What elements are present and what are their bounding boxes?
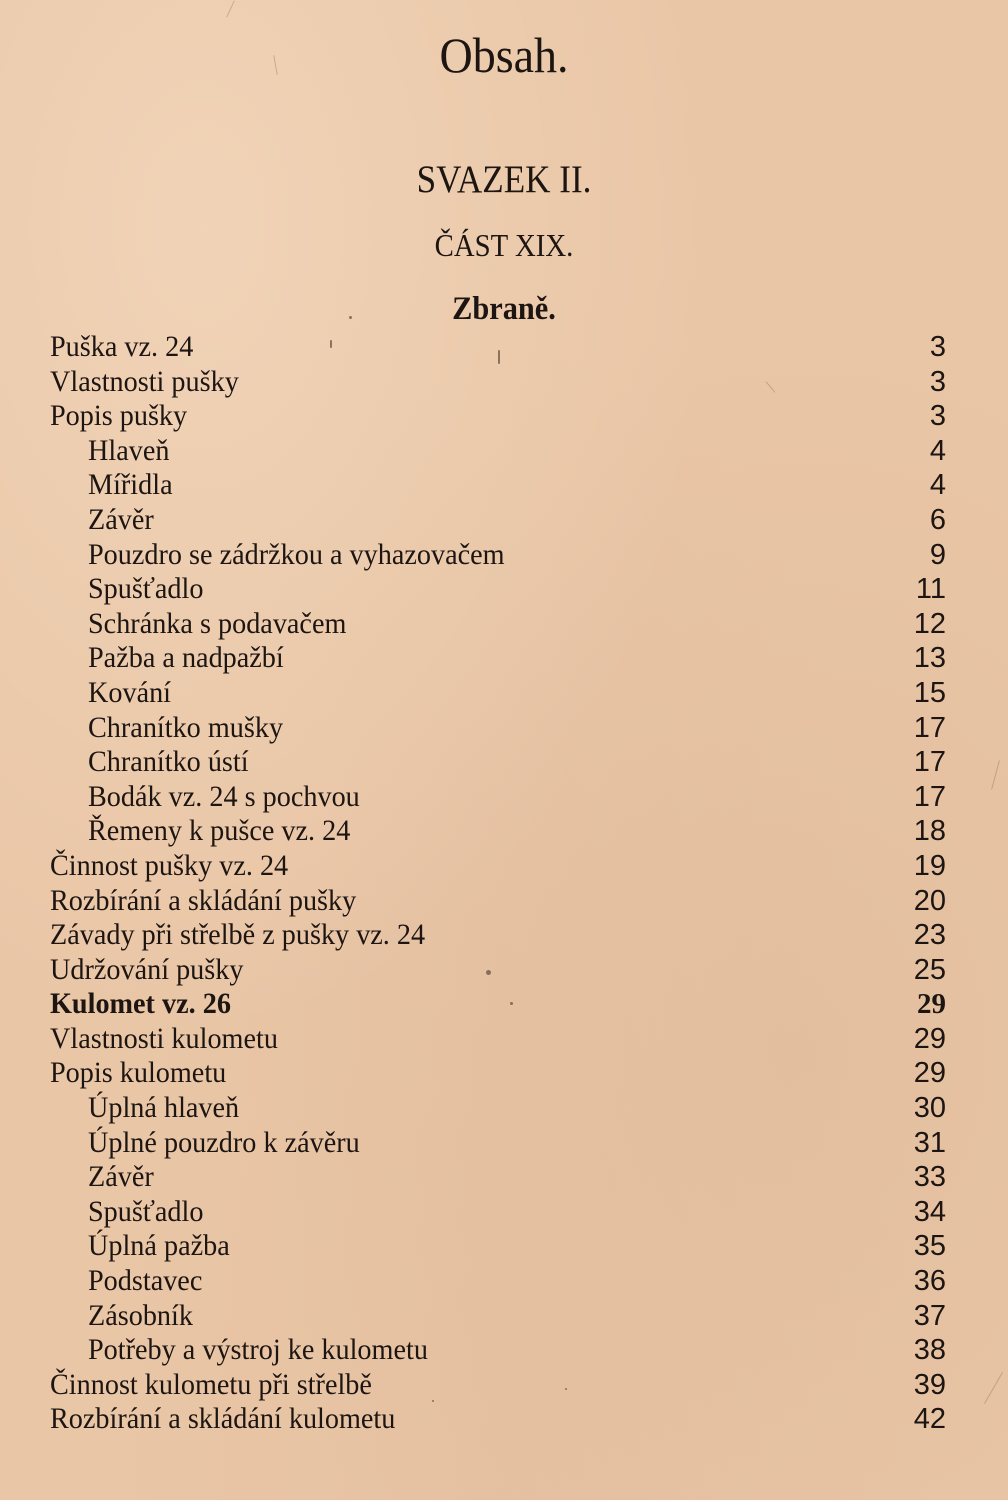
- toc-entry-title: Kování: [88, 675, 172, 709]
- toc-entry-title: Popis pušky: [50, 399, 188, 433]
- toc-entry-title: Schránka s podavačem: [88, 606, 347, 640]
- toc-entry: [50, 1091, 946, 1126]
- paper-speck: [498, 350, 500, 364]
- toc-entry: [50, 1229, 946, 1264]
- toc-entry-title: Chranítko mušky: [88, 710, 284, 744]
- toc-entry-page-number: 37: [913, 1299, 946, 1332]
- paper-speck: [486, 970, 491, 975]
- toc-entry-page-number: 9: [929, 538, 946, 571]
- toc-entry: [50, 814, 946, 849]
- toc-entry-page-number: 6: [929, 503, 946, 536]
- toc-entry: [50, 884, 946, 919]
- toc-entry-page-number: 29: [913, 1057, 946, 1090]
- toc-entry: [50, 918, 946, 953]
- toc-entry: [50, 676, 946, 711]
- toc-entry-page-number: 38: [913, 1334, 946, 1367]
- toc-entry-page-number: 11: [915, 573, 946, 606]
- toc-entry-page-number: 12: [913, 607, 946, 640]
- toc-entry-title: Pažba a nadpažbí: [88, 641, 284, 675]
- toc-entry-title: Zásobník: [88, 1298, 193, 1332]
- toc-entry-title: Závady při střelbě z pušky vz. 24: [50, 918, 426, 952]
- toc-entry: [50, 953, 946, 988]
- toc-entry-title: Úplné pouzdro k závěru: [88, 1125, 360, 1159]
- toc-entry: [50, 987, 946, 1022]
- volume-heading: SVAZEK II.: [416, 158, 592, 201]
- page-title: Obsah.: [439, 27, 569, 83]
- toc-entry: [50, 607, 946, 642]
- section-heading: Zbraně.: [452, 291, 556, 327]
- toc-entry-title: Chranítko ústí: [88, 745, 249, 779]
- toc-entry-title: Spušťadlo: [88, 572, 204, 606]
- paper-fiber: [991, 760, 1000, 789]
- toc-entry-title: Kulomet vz. 26: [50, 987, 231, 1021]
- toc-entry: [50, 1402, 946, 1437]
- toc-entry-page-number: 29: [917, 988, 946, 1021]
- toc-entry-page-number: 20: [913, 884, 946, 917]
- paper-speck: [349, 316, 352, 319]
- toc-entry: [50, 1022, 946, 1057]
- paper-speck: [330, 340, 332, 348]
- toc-entry: [50, 434, 946, 469]
- toc-entry-title: Úplná hlaveň: [88, 1091, 240, 1125]
- toc-entry: [50, 1056, 946, 1091]
- toc-entry: [50, 780, 946, 815]
- toc-entry-title: Rozbírání a skládání kulometu: [50, 1402, 396, 1436]
- toc-entry-page-number: 15: [913, 676, 946, 709]
- toc-entry: [50, 1333, 946, 1368]
- part-heading: ČÁST XIX.: [434, 227, 574, 263]
- table-of-contents: [50, 330, 946, 1437]
- paper-speck: [432, 1400, 434, 1402]
- toc-entry: [50, 1126, 946, 1161]
- toc-entry: [50, 641, 946, 676]
- toc-entry: [50, 849, 946, 884]
- toc-entry-page-number: 3: [929, 400, 946, 433]
- toc-entry: [50, 468, 946, 503]
- toc-entry: [50, 745, 946, 780]
- toc-entry-title: Mířidla: [88, 468, 173, 502]
- toc-entry-title: Vlastnosti kulometu: [50, 1021, 278, 1055]
- toc-entry-page-number: 35: [913, 1230, 946, 1263]
- toc-entry-page-number: 3: [929, 331, 946, 363]
- toc-entry-page-number: 17: [913, 780, 946, 813]
- toc-entry-title: Závěr: [88, 502, 154, 536]
- toc-entry-page-number: 25: [913, 953, 946, 986]
- toc-entry-title: Udržování pušky: [50, 952, 244, 986]
- toc-entry-page-number: 13: [913, 642, 946, 675]
- paper-speck: [565, 1388, 567, 1390]
- toc-entry-title: Závěr: [88, 1160, 154, 1194]
- toc-entry-title: Potřeby a výstroj ke kulometu: [88, 1333, 428, 1367]
- toc-entry-page-number: 30: [913, 1092, 946, 1125]
- toc-entry-page-number: 33: [913, 1161, 946, 1194]
- toc-entry-title: Činnost kulometu při střelbě: [50, 1367, 372, 1401]
- toc-entry-title: Vlastnosti pušky: [50, 364, 239, 398]
- toc-entry-title: Puška vz. 24: [50, 330, 194, 363]
- toc-entry-page-number: 42: [913, 1403, 946, 1436]
- toc-entry-title: Popis kulometu: [50, 1056, 227, 1090]
- toc-entry-title: Rozbírání a skládání pušky: [50, 883, 357, 917]
- toc-entry: [50, 1264, 946, 1299]
- toc-entry: [50, 1299, 946, 1334]
- toc-entry-page-number: 17: [913, 746, 946, 779]
- toc-entry-page-number: 36: [913, 1265, 946, 1298]
- toc-entry: [50, 1195, 946, 1230]
- toc-entry-page-number: 19: [913, 849, 946, 882]
- toc-entry-title: Spušťadlo: [88, 1194, 204, 1228]
- toc-entry-title: Činnost pušky vz. 24: [50, 848, 289, 882]
- toc-entry: [50, 711, 946, 746]
- paper-speck: [510, 1002, 513, 1005]
- toc-entry-title: Pouzdro se zádržkou a vyhazovačem: [88, 537, 505, 571]
- toc-entry-page-number: 29: [913, 1022, 946, 1055]
- paper-fiber: [984, 1372, 1003, 1404]
- toc-entry-page-number: 34: [913, 1195, 946, 1228]
- toc-entry-page-number: 39: [913, 1368, 946, 1401]
- toc-entry-page-number: 23: [913, 919, 946, 952]
- toc-entry-page-number: 31: [913, 1126, 946, 1159]
- toc-entry: [50, 365, 946, 400]
- toc-entry-title: Podstavec: [88, 1264, 203, 1298]
- toc-entry: [50, 503, 946, 538]
- toc-entry-page-number: 3: [929, 365, 946, 398]
- toc-entry-title: Hlaveň: [88, 433, 170, 467]
- toc-entry-page-number: 4: [929, 469, 946, 502]
- toc-entry: [50, 399, 946, 434]
- toc-entry: [50, 1368, 946, 1403]
- toc-entry-page-number: 18: [913, 815, 946, 848]
- toc-entry-page-number: 4: [929, 434, 946, 467]
- toc-entry-title: Úplná pažba: [88, 1229, 230, 1263]
- toc-entry-page-number: 17: [913, 711, 946, 744]
- toc-entry: [50, 538, 946, 573]
- paper-fiber: [226, 1, 235, 18]
- toc-entry-title: Bodák vz. 24 s pochvou: [88, 779, 360, 813]
- toc-entry-title: Řemeny k pušce vz. 24: [88, 814, 351, 848]
- toc-entry: [50, 1160, 946, 1195]
- toc-entry: [50, 572, 946, 607]
